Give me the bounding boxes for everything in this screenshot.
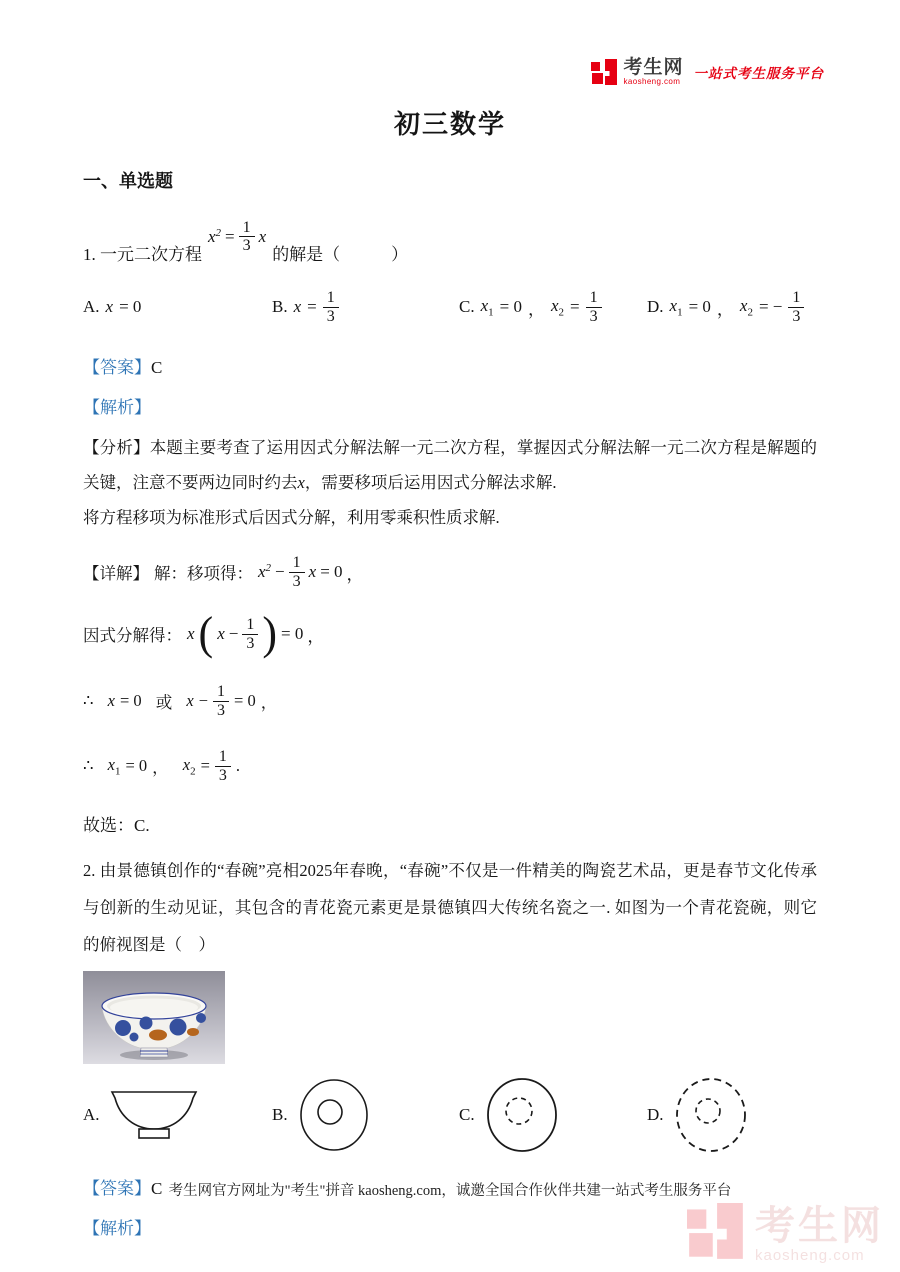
page-title: 初三数学 (393, 110, 506, 139)
kaosheng-watermark (687, 1203, 884, 1266)
watermark-domain: kaosheng.com (755, 1247, 865, 1264)
option-c: C. $x_1$ = 0 ， $x_2$ = $\frac{1}{3}$ (459, 277, 602, 337)
question-1-analysis-line3: 将方程移项为标准形式后因式分解，利用零乘积性质求解. (83, 508, 500, 527)
top-view-solid-circles-icon (296, 1076, 372, 1154)
question-1-factor-step: 因式分解得： x ( x − $\frac{1}{3}$ ) = 0 ， (83, 607, 325, 660)
option-2b: B. (272, 1072, 372, 1158)
answer-label: 【答案】 (83, 358, 151, 377)
kaosheng-watermark-icon (687, 1203, 745, 1266)
watermark-name: 考生网 (755, 1204, 884, 1248)
answer-value: C (151, 358, 163, 377)
option-2d: D. (647, 1072, 750, 1158)
question-1-conclusion: 故选：C. (83, 816, 150, 835)
top-view-all-dashed-icon (672, 1076, 750, 1154)
option-2c: C. (459, 1072, 561, 1158)
porcelain-bowl-photo (83, 971, 225, 1064)
question-2-stem: 2. 由景德镇创作的“春碗”亮相2025年春晚，“春碗”不仅是一件精美的陶瓷艺术品，更是春节文化传承与创新的生动见证，其包含的青花瓷元素更是景德镇四大传统名瓷之一. 如图为一个青花瓷碗，则它的俯视图是（ ） (83, 861, 818, 954)
bowl-side-view-icon (108, 1087, 200, 1143)
section-heading: 一、单选题 (83, 171, 173, 191)
option-2a: A. (83, 1072, 200, 1158)
question-1-answer (83, 353, 817, 378)
logo-domain: kaosheng.com (623, 77, 681, 86)
kaosheng-logo-icon (591, 59, 618, 86)
question-1-detail-step: 【详解】 解：移项得： $x^2$ − $\frac{1}{3}$ x = 0 ， (83, 553, 364, 590)
question-1-suffix: 的解是（ ） (272, 245, 409, 264)
logo-tagline: 一站式考生服务平台 (693, 66, 824, 81)
question-2-answer: 【答案】C (83, 1179, 163, 1198)
question-1-stem (83, 207, 817, 265)
question-1-step-4: ∴ $x_1$ = 0 ， $x_2$ = $\frac{1}{3}$ . (83, 747, 241, 784)
detail-equation: $x^2$ − $\frac{1}{3}$ x = 0 ， (258, 553, 364, 590)
question-2-options (83, 1072, 817, 1158)
question-2-analysis-label: 【解析】 (83, 1219, 151, 1238)
top-view-inner-dashed-icon (483, 1076, 561, 1154)
footer-text: 考生网官方网址为"考生"拼音 kaosheng.com，诚邀全国合作伙伴共建一站式考生服务平台 (168, 1183, 732, 1199)
question-1-analysis-paragraph: 【分析】本题主要考查了运用因式分解法解一元二次方程，掌握因式分解法解一元二次方程是解题的关键，注意不要两边同时约去x，需要移项后运用因式分解法求解. (83, 438, 818, 492)
factor-equation: x ( x − $\frac{1}{3}$ ) = 0 ， (187, 607, 325, 660)
question-1-number: 1. (83, 245, 96, 264)
option-b: B. x = $\frac{1}{3}$ (272, 277, 339, 337)
option-a: A. x = 0 (83, 297, 142, 316)
question-1-text: 一元二次方程 (100, 245, 202, 264)
question-1-step-3: ∴ x = 0 或 x − $\frac{1}{3}$ = 0 ， (83, 682, 278, 719)
question-1-options (83, 277, 817, 337)
question-1-analysis-label: 【解析】 (83, 398, 151, 417)
logo-name: 考生网 (623, 57, 684, 78)
kaosheng-logo (591, 58, 824, 86)
question-1-equation: $x^2$ = $\frac{1}{3}$ x (208, 218, 267, 255)
option-d: D. $x_1$ = 0 ， $x_2$ = − $\frac{1}{3}$ (647, 277, 804, 337)
